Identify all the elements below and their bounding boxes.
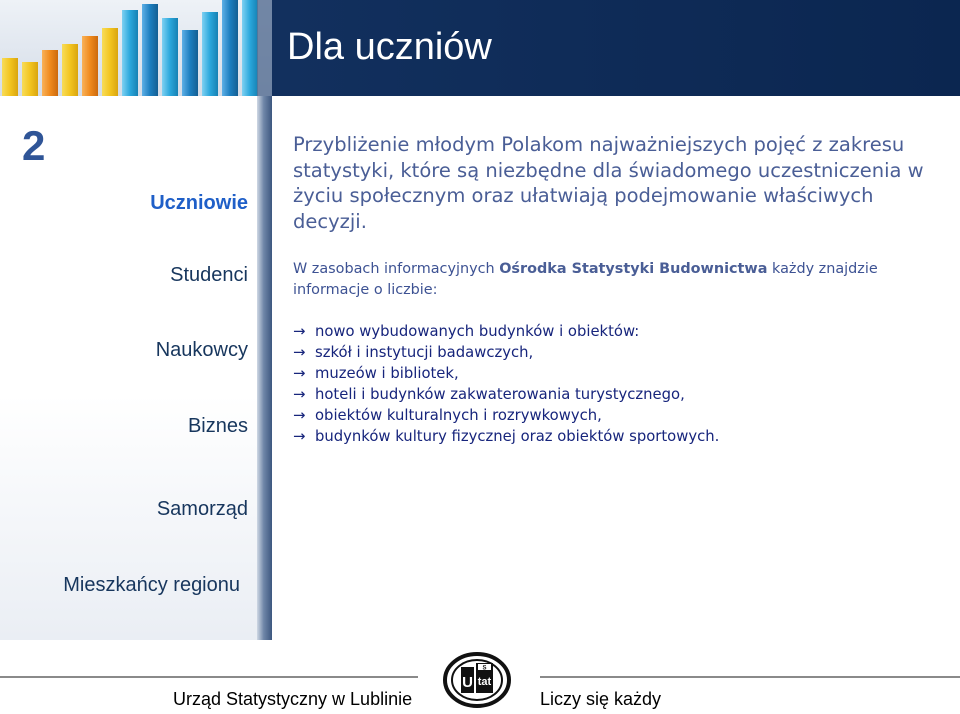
list-item-text: nowo wybudowanych budynków i obiektów: [315,323,640,340]
arrow-right-icon: → [293,386,306,403]
arrow-right-icon: → [293,428,306,445]
sidebar-item-naukowcy[interactable]: Naukowcy [155,339,248,361]
sidebar-item-biznes[interactable]: Biznes [187,415,248,437]
list-item-text: muzeów i bibliotek, [315,365,459,382]
sidebar-item-studenci[interactable]: Studenci [170,264,248,286]
footer-divider-left [0,676,418,678]
list-item [293,321,719,342]
lead-paragraph: Przybliżenie młodym Polakom najważniejszych pojęć z zakresu statystyki, które są niezbędne dla świadomego uczestniczenia w życiu społecznym oraz ułatwiają podejmowanie właściwych decyzji. [293,133,924,233]
footer-slogan: Liczy się każdy [540,689,662,709]
ustat-logo-icon [442,651,512,709]
intro-suffix: każdy znajdzie informacje o liczbie: [293,261,878,298]
list-item-text: budynków kultury fizycznej oraz obiektów sportowych. [315,428,720,445]
arrow-right-icon: → [293,344,306,361]
list-item-text: hoteli i budynków zakwaterowania turystycznego, [315,386,685,403]
sidebar-item-uczniowie[interactable]: Uczniowie [150,192,248,214]
page-title: Dla uczniów [287,26,492,68]
list-item [293,363,719,384]
intro-bold: Ośrodka Statystyki Budownictwa [499,261,768,277]
svg-text:S: S [482,665,487,672]
sidebar-background [0,96,257,640]
intro-paragraph [293,259,933,301]
list-item [293,384,719,405]
sidebar-item-samorzad[interactable]: Samorząd [156,498,248,520]
footer-office-name: Urząd Statystyczny w Lublinie [173,689,413,709]
list-item [293,405,719,426]
intro-prefix: W zasobach informacyjnych [293,261,500,277]
list-item-text: obiektów kulturalnych i rozrywkowych, [315,407,602,424]
footer-divider-right [540,676,960,678]
list-item [293,342,719,363]
slide-number: 2 [22,122,46,169]
svg-text:tat: tat [477,676,492,688]
sidebar-item-mieszkancy-regionu[interactable]: Mieszkańcy regionu [63,574,240,596]
list-item-text: szkół i instytucji badawczych, [315,344,534,361]
sidebar-rail [257,96,272,640]
svg-text:U: U [462,674,473,691]
arrow-right-icon: → [293,323,306,340]
arrow-right-icon: → [293,407,306,424]
header-banner [0,0,960,96]
facilities-list [293,321,719,447]
sidebar [0,96,272,640]
arrow-right-icon: → [293,365,306,382]
list-item [293,426,719,447]
